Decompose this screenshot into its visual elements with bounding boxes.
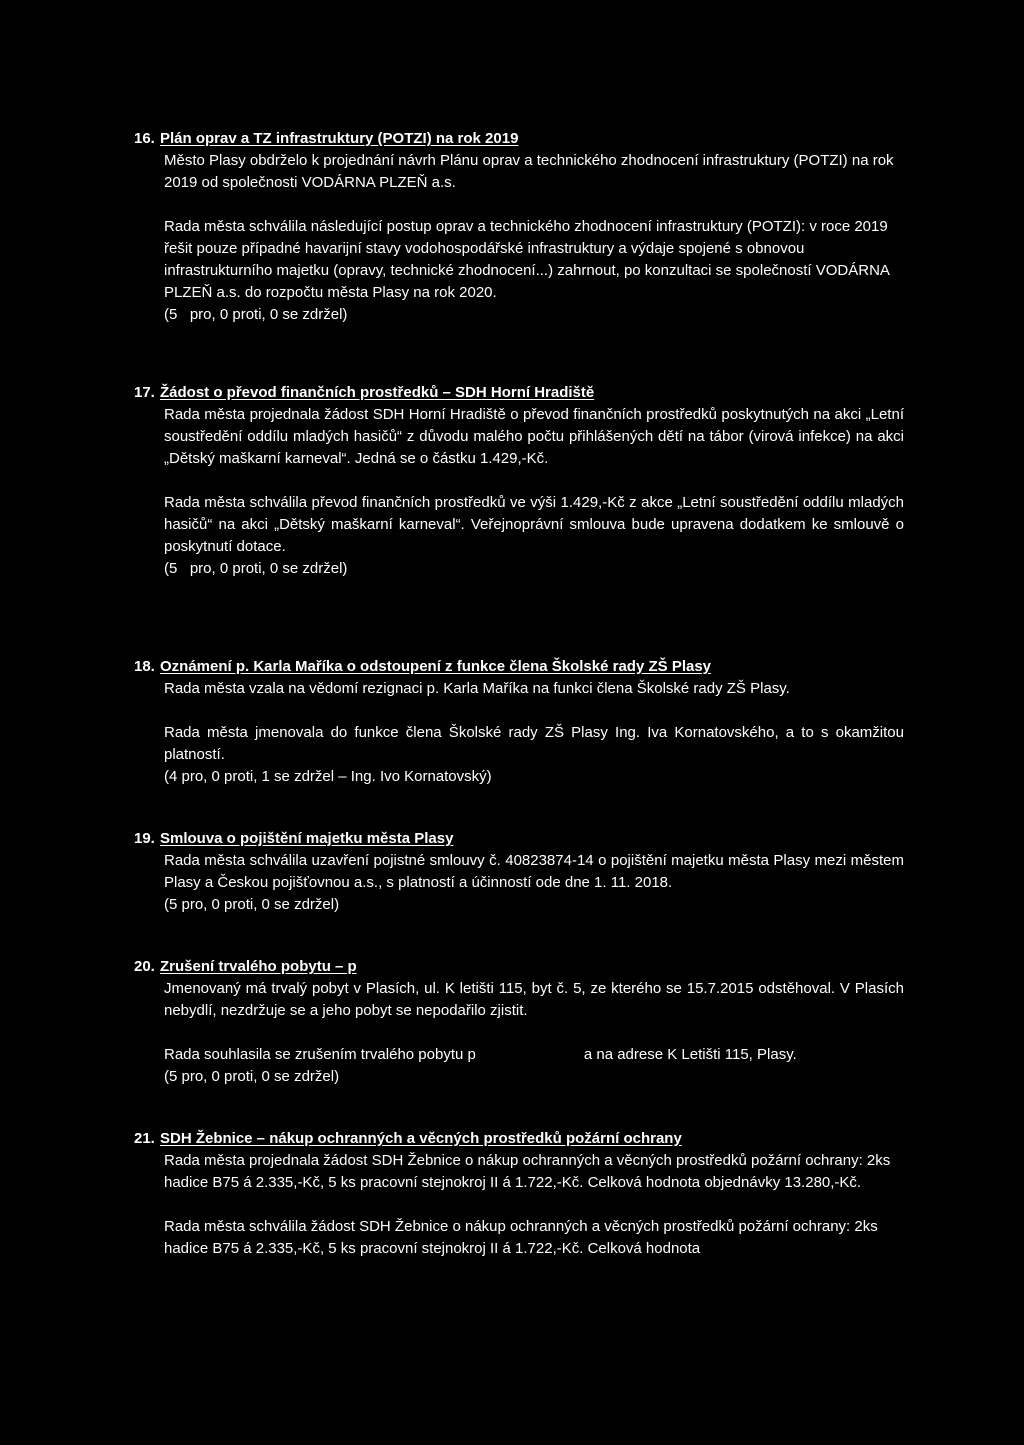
item-title: Zrušení trvalého pobytu – p [160,958,357,975]
item-body [164,404,904,580]
agenda-item-20 [134,956,904,1088]
agenda-item-17 [134,382,904,580]
item-title: Plán oprav a TZ infrastruktury (POTZI) na rok 2019 [160,130,519,147]
vote-result: (5 pro, 0 proti, 0 se zdržel) [164,560,348,577]
item-paragraph: Rada města schválila uzavření pojistné smlouvy č. 40823874-14 o pojištění majetku města Plasy mezi městem Plasy a Českou pojišťovnou a.s., s platností a účinností ode dne 1. 11. 2018. [164,852,904,891]
item-paragraph: Rada města schválila převod finančních prostředků ve výši 1.429,-Kč z akce „Letní soustředění oddílu mladých hasičů“ na akci „Dětský maškarní karneval“. Veřejnoprávní smlouva bude upravena dodatkem ke smlouvě o poskytnutí dotace. [164,494,904,555]
item-title: Oznámení p. Karla Maříka o odstoupení z funkce člena Školské rady ZŠ Plasy [160,658,712,675]
item-body [164,978,904,1088]
item-number: 16. [134,130,155,147]
item-heading [134,128,904,150]
item-number: 18. [134,658,155,675]
item-paragraph: Město Plasy obdrželo k projednání návrh Plánu oprav a technického zhodnocení infrastruktury (POTZI) na rok 2019 od společnosti VODÁRNA PLZEŇ a.s. [164,152,894,191]
item-paragraph: Rada města projednala žádost SDH Žebnice o nákup ochranných a věcných prostředků požární ochrany: 2ks hadice B75 á 2.335,-Kč, 5 ks pracovní stejnokroj II á 1.722,-Kč. Celková hodnota objednávky 13.280,-Kč. [164,1152,891,1191]
item-title: Žádost o převod finančních prostředků – SDH Horní Hradiště [160,384,595,401]
item-title: SDH Žebnice – nákup ochranných a věcných prostředků požární ochrany [160,1130,682,1147]
item-heading [134,828,904,850]
item-body [164,150,904,326]
item-body [164,1150,904,1260]
item-paragraph: Rada města vzala na vědomí rezignaci p. Karla Maříka na funkci člena Školské rady ZŠ Plasy. [164,680,790,697]
item-paragraph: Rada města jmenovala do funkce člena Školské rady ZŠ Plasy Ing. Iva Kornatovského, a to s okamžitou platností. [164,724,904,763]
item-paragraph: Rada města schválila následující postup oprav a technického zhodnocení infrastruktury (POTZI): v roce 2019 řešit pouze případné havarijní stavy vodohospodářské infrastruktury a výdaje spojené s obnovou infrastrukturního majetku (opravy, technické zhodnocení...) zahrnout, po konzultaci se společností VODÁRNA PLZEŇ a.s. do rozpočtu města Plasy na rok 2020. [164,218,890,301]
paragraph-part: Rada souhlasila se zrušením trvalého pobytu p [164,1046,476,1063]
item-title: Smlouva o pojištění majetku města Plasy [160,830,454,847]
vote-result: (4 pro, 0 proti, 1 se zdržel – Ing. Ivo Kornatovský) [164,768,492,785]
item-paragraph: Jmenovaný má trvalý pobyt v Plasích, ul. K letišti 115, byt č. 5, ze kterého se 15.7.2015 odstěhoval. V Plasích nebydlí, nezdržuje se a jeho pobyt se nepodařilo zjistit. [164,980,904,1019]
agenda-item-21 [134,1128,904,1260]
item-paragraph: Rada města projednala žádost SDH Horní Hradiště o převod finančních prostředků poskytnutých na akci „Letní soustředění oddílu mladých hasičů“ z důvodu malého počtu přihlášených dětí na tábor (virová infekce) na akci „Dětský maškarní karneval“. Jedná se o částku 1.429,-Kč. [164,406,904,467]
item-heading [134,382,904,404]
item-paragraph: Rada města schválila žádost SDH Žebnice o nákup ochranných a věcných prostředků požární ochrany: 2ks hadice B75 á 2.335,-Kč, 5 ks pracovní stejnokroj II á 1.722,-Kč. Celková hodnota [164,1218,878,1257]
vote-result: (5 pro, 0 proti, 0 se zdržel) [164,306,348,323]
agenda-item-19 [134,828,904,916]
item-number: 17. [134,384,155,401]
item-heading [134,956,904,978]
item-heading [134,1128,904,1150]
agenda-item-18 [134,656,904,788]
agenda-item-16 [134,128,904,326]
item-body [164,850,904,916]
item-heading [134,656,904,678]
vote-result: (5 pro, 0 proti, 0 se zdržel) [164,1068,340,1085]
item-number: 21. [134,1130,155,1147]
item-body [164,678,904,788]
item-number: 20. [134,958,155,975]
item-number: 19. [134,830,155,847]
paragraph-part: a na adrese K Letišti 115, Plasy. [583,1046,797,1063]
item-paragraph [164,1044,904,1066]
vote-result: (5 pro, 0 proti, 0 se zdržel) [164,896,340,913]
